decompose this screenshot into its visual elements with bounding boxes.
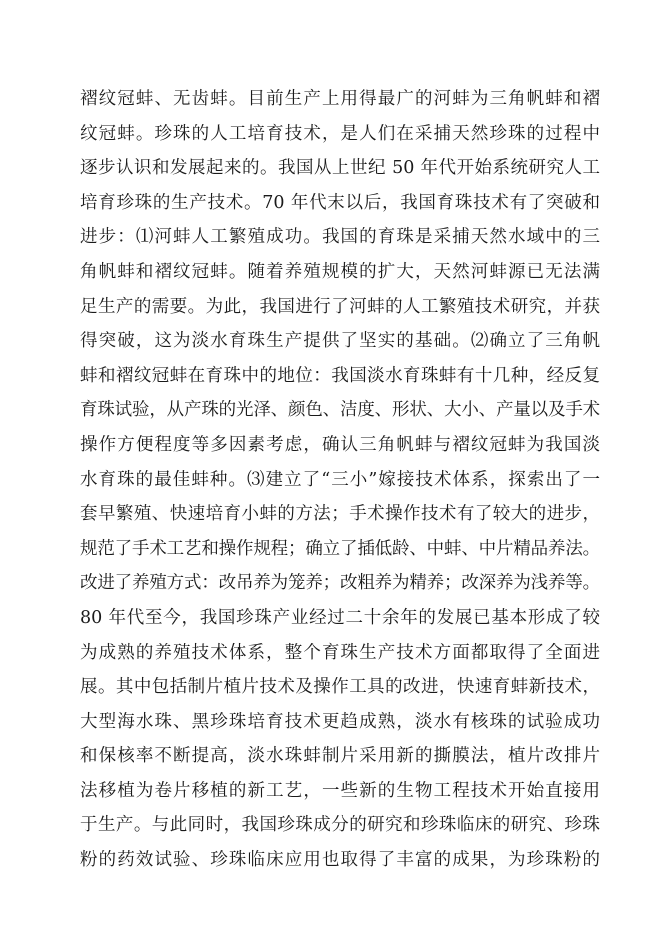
- text-line: 80 年代至今，我国珍珠产业经过二十余年的发展已基本形成了较: [80, 607, 600, 628]
- text-line: 大型海水珠、黑珍珠培育技术更趋成熟，淡水有核珠的试验成功: [80, 711, 600, 732]
- text-line: 水育珠的最佳蚌种。⑶建立了“三小”嫁接技术体系，探索出了一: [80, 469, 600, 490]
- text-line: 改进了养殖方式：改吊养为笼养；改粗养为精养；改深养为浅养等。: [80, 573, 600, 594]
- text-line: 进步：⑴河蚌人工繁殖成功。我国的育珠是采捕天然水域中的三: [80, 227, 600, 248]
- text-line: 逐步认识和发展起来的。我国从上世纪 50 年代开始系统研究人工: [80, 158, 600, 179]
- body-text: [80, 82, 600, 878]
- text-line: 足生产的需要。为此，我国进行了河蚌的人工繁殖技术研究，并获: [80, 296, 600, 317]
- text-line: 规范了手术工艺和操作规程；确立了插低龄、中蚌、中片精品养法。: [80, 538, 600, 559]
- text-line: 角帆蚌和褶纹冠蚌。随着养殖规模的扩大，天然河蚌源已无法满: [80, 261, 600, 282]
- text-line: 法移植为卷片移植的新工艺，一些新的生物工程技术开始直接用: [80, 780, 600, 801]
- text-line: 纹冠蚌。珍珠的人工培育技术，是人们在采捕天然珍珠的过程中: [80, 123, 600, 144]
- text-line: 于生产。与此同时，我国珍珠成分的研究和珍珠临床的研究、珍珠: [80, 815, 600, 836]
- text-line: 和保核率不断提高，淡水珠蚌制片采用新的撕膜法，植片改排片: [80, 746, 600, 767]
- text-line: 粉的药效试验、珍珠临床应用也取得了丰富的成果，为珍珠粉的: [80, 850, 600, 871]
- text-line: 展。其中包括制片植片技术及操作工具的改进，快速育蚌新技术，: [80, 677, 600, 698]
- text-line: 操作方便程度等多因素考虑，确认三角帆蚌与褶纹冠蚌为我国淡: [80, 434, 600, 455]
- text-line: 蚌和褶纹冠蚌在育珠中的地位：我国淡水育珠蚌有十几种，经反复: [80, 365, 600, 386]
- text-line: 为成熟的养殖技术体系，整个育珠生产技术方面都取得了全面进: [80, 642, 600, 663]
- text-line: 育珠试验，从产珠的光泽、颜色、洁度、形状、大小、产量以及手术: [80, 400, 600, 421]
- text-line: 得突破，这为淡水育珠生产提供了坚实的基础。⑵确立了三角帆: [80, 331, 600, 352]
- text-line: 褶纹冠蚌、无齿蚌。目前生产上用得最广的河蚌为三角帆蚌和褶: [80, 89, 600, 109]
- text-line: 培育珍珠的生产技术。70 年代末以后，我国育珠技术有了突破和: [80, 192, 600, 213]
- text-line: 套早繁殖、快速培育小蚌的方法；手术操作技术有了较大的进步，: [80, 504, 600, 525]
